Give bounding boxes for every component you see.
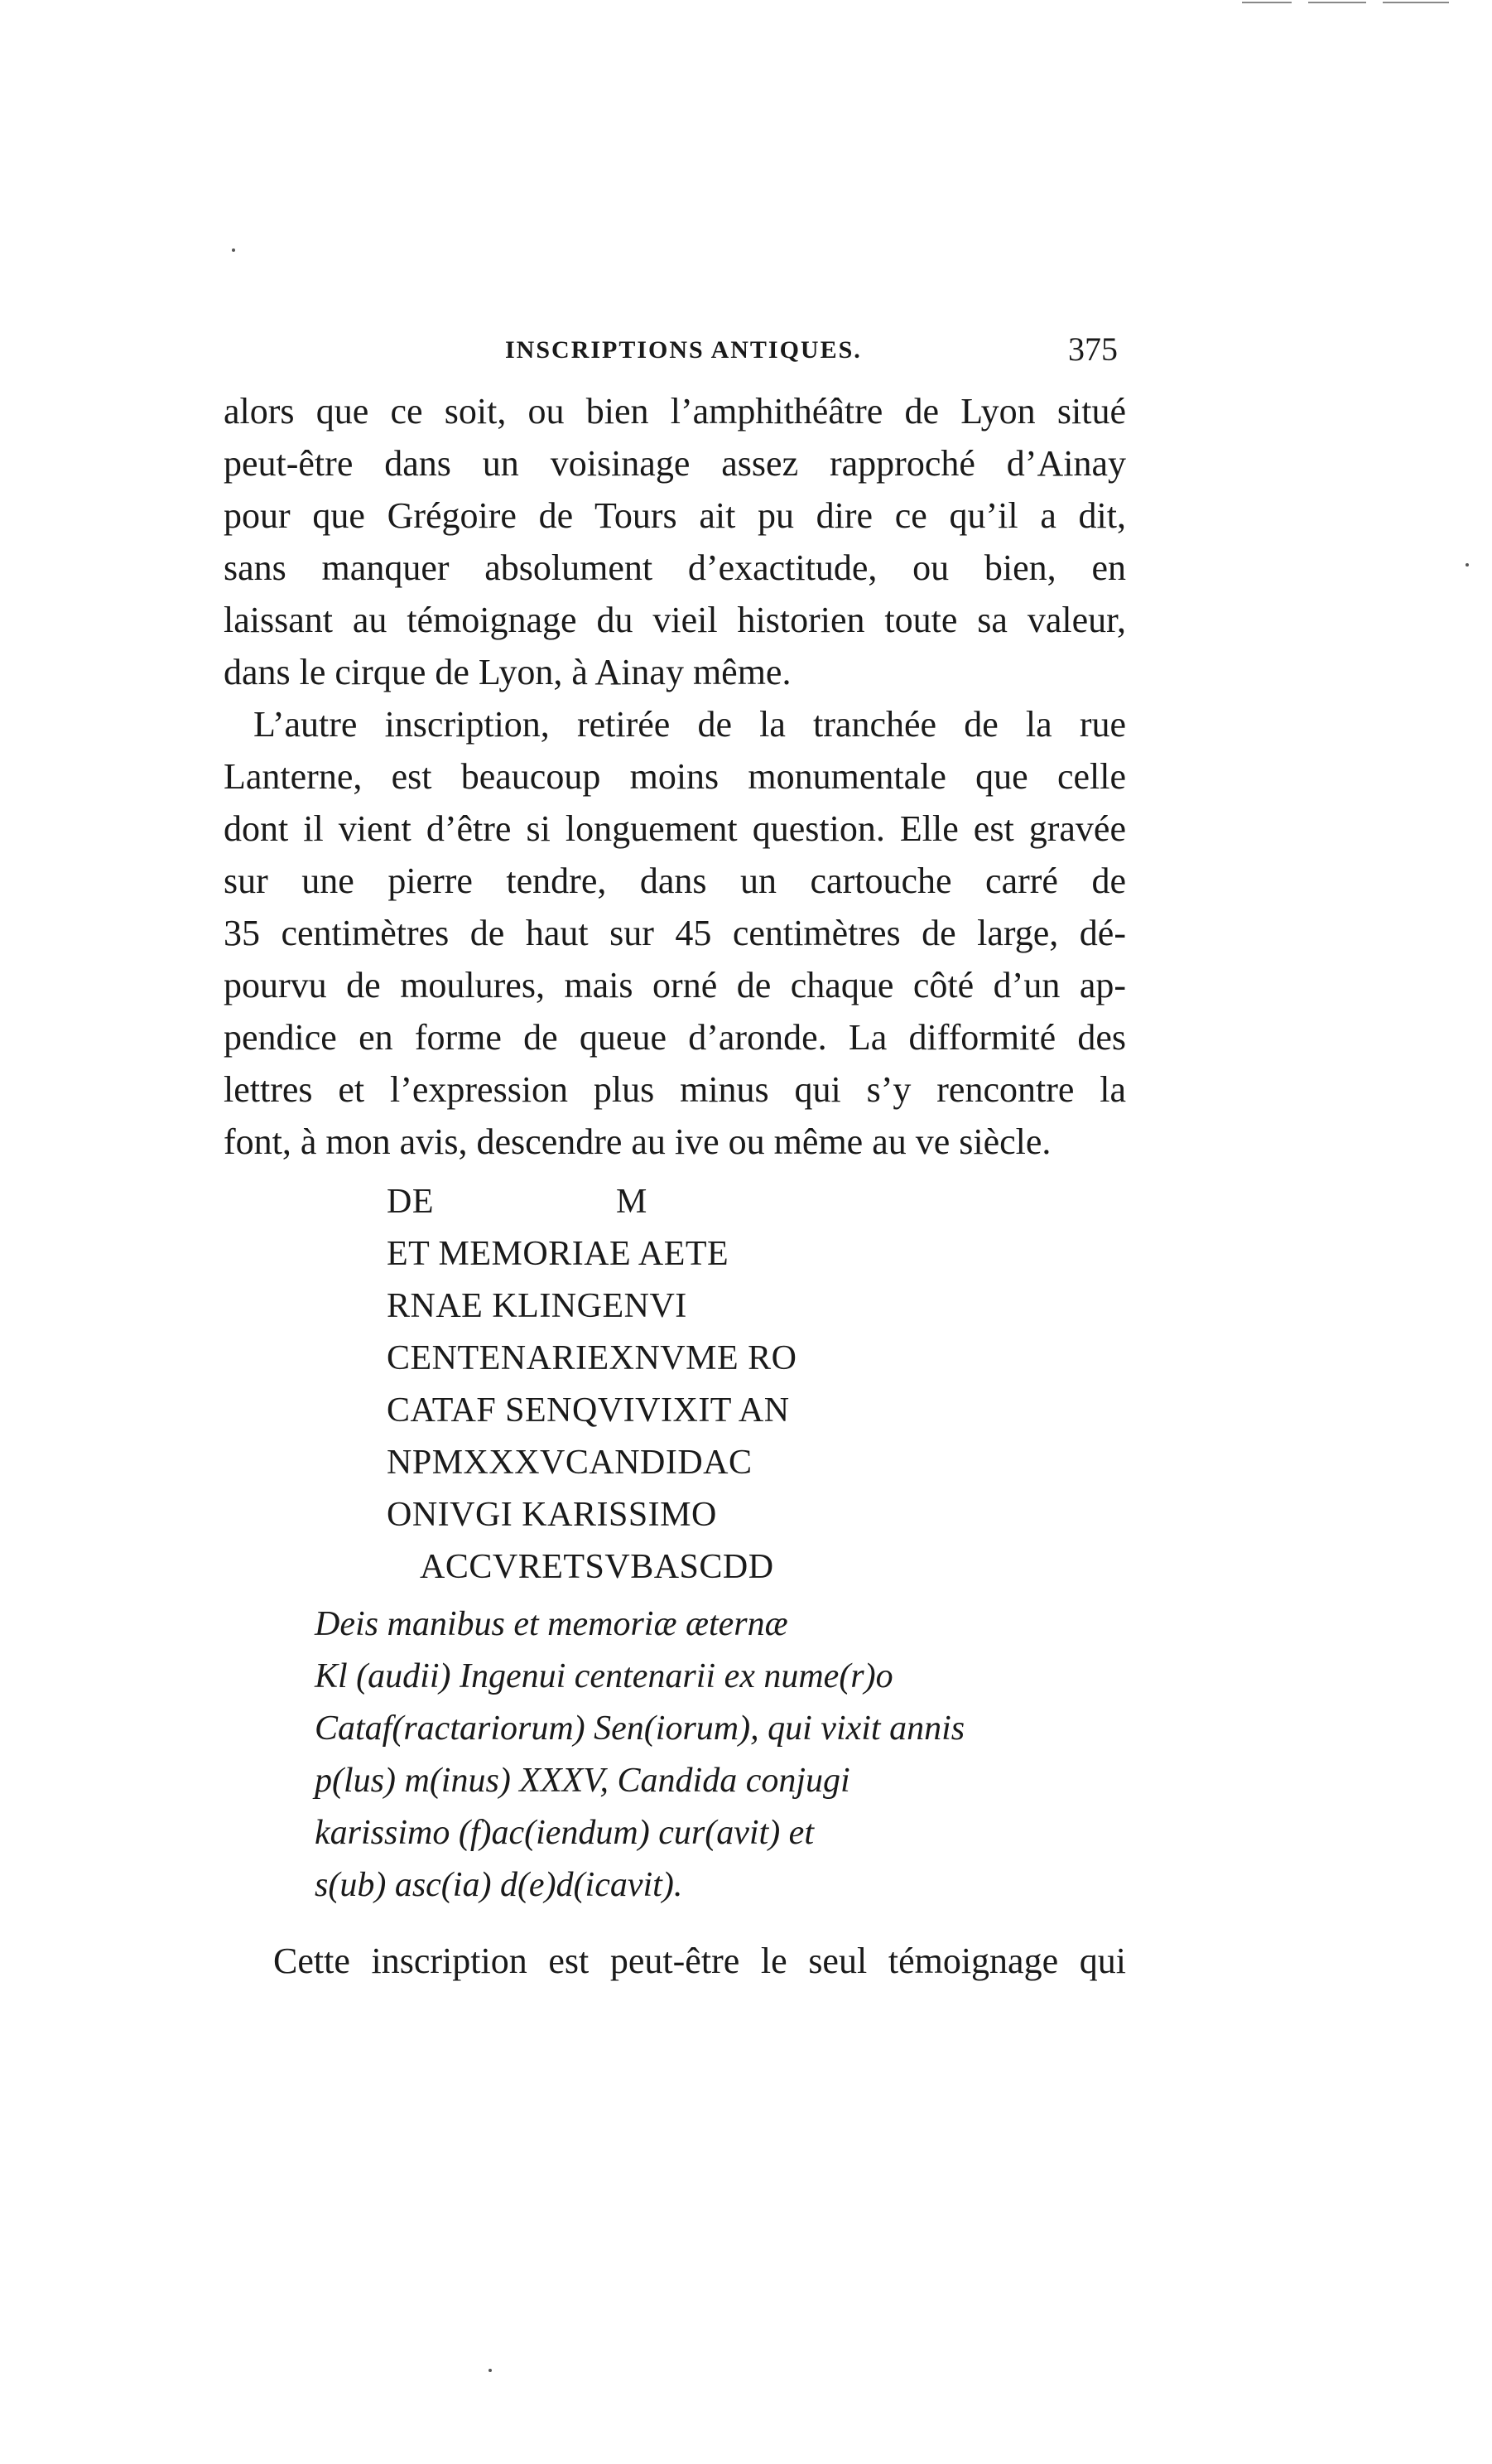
inscription-line: ONIVGI KARISSIMO [387,1496,717,1534]
page-number: 375 [1068,330,1118,368]
paragraph-2 [224,698,1126,1168]
top-rule-mark [1308,2,1366,3]
text-line: pendice en forme de queue d’aronde. La difformité des [224,1017,1126,1058]
text-line: dont il vient d’être si longuement question. Elle est gravée [224,808,1126,849]
text-line: 35 centimètres de haut sur 45 centimètres de large, dé- [224,913,1126,953]
running-title: INSCRIPTIONS ANTIQUES. [505,336,862,364]
text-line: laissant au témoignage du vieil historien toute sa valeur, [224,600,1126,640]
transcription-line: p(lus) m(inus) XXXV, Candida conjugi [315,1762,850,1800]
closing-line: Cette inscription est peut-être le seul témoignage qui [273,1941,1126,1981]
inscription-transcription [315,1598,965,1912]
text-line: sur une pierre tendre, dans un cartouche carré de [224,861,1126,901]
transcription-line: Deis manibus et memoriæ æternæ [315,1605,788,1643]
transcription-line: Cataf(ractariorum) Sen(iorum), qui vixit annis [315,1709,965,1748]
inscription-line: ET MEMORIAE AETE [387,1235,729,1273]
text-line: lettres et l’expression plus minus qui s’y rencontre la [224,1069,1126,1110]
speck [1466,563,1469,567]
transcription-line: Kl (audii) Ingenui centenarii ex nume(r)o [315,1657,893,1695]
paragraph-1 [224,385,1126,698]
inscription-line: CATAF SENQVIVIXIT AN [387,1391,790,1430]
inscription-line: ACCVRETSVBASCDD [420,1548,774,1586]
text-line: L’autre inscription, retirée de la tranchée de la rue [253,704,1126,745]
text-line: pour que Grégoire de Tours ait pu dire ce qu’il a dit, [224,495,1126,536]
text-line: peut-être dans un voisinage assez rapproché d’Ainay [224,443,1126,484]
latin-inscription [387,1176,797,1594]
speck [232,248,235,252]
text-line: font, à mon avis, descendre au ive ou même au ve siècle. [224,1121,1052,1162]
text-line: pourvu de moulures, mais orné de chaque côté d’un ap- [224,965,1126,1005]
inscription-line: DE M [387,1183,647,1221]
top-rule-mark [1383,2,1449,3]
speck [489,2369,492,2372]
text-line: sans manquer absolument d’exactitude, ou bien, en [224,547,1126,588]
running-head [224,330,1126,379]
top-rule-mark [1242,2,1292,3]
text-line: alors que ce soit, ou bien l’amphithéâtre de Lyon situé [224,391,1126,432]
transcription-line: s(ub) asc(ia) d(e)d(icavit). [315,1866,683,1904]
text-line: Lanterne, est beaucoup moins monumentale que celle [224,756,1126,797]
transcription-line: karissimo (f)ac(iendum) cur(avit) et [315,1814,814,1852]
inscription-line: NPMXXXVCANDIDAC [387,1444,753,1482]
text-line: dans le cirque de Lyon, à Ainay même. [224,652,792,692]
inscription-line: RNAE KLINGENVI [387,1287,687,1325]
inscription-line: CENTENARIEXNVME RO [387,1339,797,1377]
